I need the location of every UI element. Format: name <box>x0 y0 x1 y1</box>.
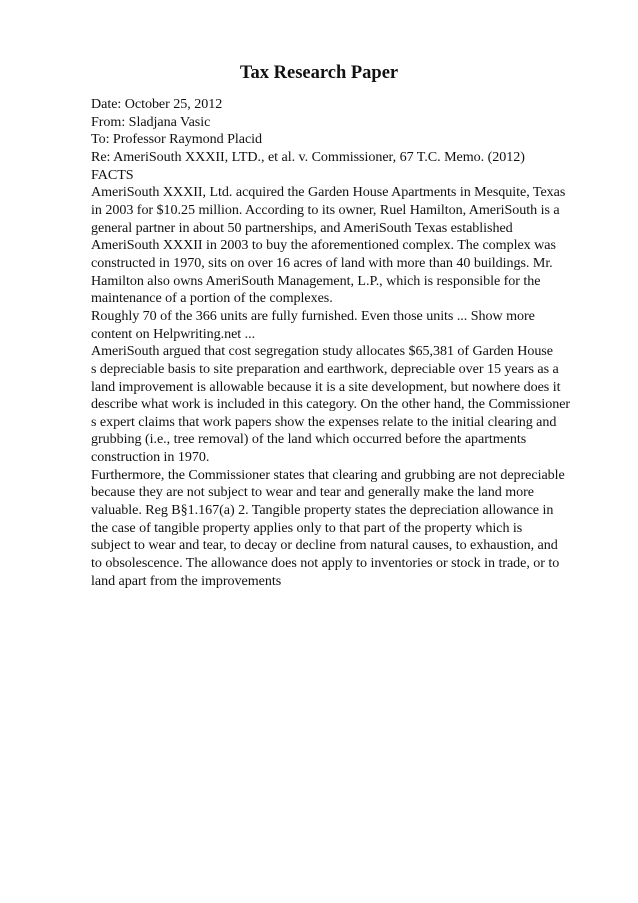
body-line: Furthermore, the Commissioner states that clearing and grubbing are not depreciable <box>91 466 565 483</box>
body-line: Hamilton also owns AmeriSouth Management, L.P., which is responsible for the <box>91 272 541 289</box>
memo-to-line: To: Professor Raymond Placid <box>91 131 263 148</box>
body-line: construction in 1970. <box>91 449 210 466</box>
body-line: s depreciable basis to site preparation and earthwork, depreciable over 15 years as a <box>91 360 559 377</box>
body-line: the case of tangible property applies only to that part of the property which is <box>91 519 523 536</box>
document-title: Tax Research Paper <box>239 63 399 83</box>
body-line: grubbing (i.e., tree removal) of the land which occurred before the apartments <box>91 431 527 448</box>
memo-from-line: From: Sladjana Vasic <box>91 113 211 130</box>
memo-date-line: Date: October 25, 2012 <box>91 96 223 112</box>
body-line: valuable. Reg B§1.167(a) 2. Tangible property states the depreciation allowance in <box>91 502 554 519</box>
body-line: AmeriSouth argued that cost segregation study allocates $65,381 of Garden House <box>91 343 553 360</box>
body-line: constructed in 1970, sits on over 16 acres of land with more than 40 buildings. Mr. <box>91 254 553 271</box>
body-line: maintenance of a portion of the complexes. <box>91 290 333 307</box>
body-line: land apart from the improvements <box>91 572 282 589</box>
body-line: land improvement is allowable because it is a site development, but nowhere does it <box>91 378 561 395</box>
body-line: AmeriSouth XXXII in 2003 to buy the aforementioned complex. The complex was <box>91 237 556 254</box>
body-line: describe what work is included in this category. On the other hand, the Commissioner <box>91 396 571 413</box>
body-line: s expert claims that work papers show the expenses relate to the initial clearing and <box>91 413 557 430</box>
memo-re-line: Re: AmeriSouth XXXII, LTD., et al. v. Commissioner, 67 T.C. Memo. (2012) <box>91 148 525 165</box>
body-line: to obsolescence. The allowance does not apply to inventories or stock in trade, or to <box>91 555 560 572</box>
body-line: general partner in about 50 partnerships, and AmeriSouth Texas established <box>91 219 513 236</box>
body-line: subject to wear and tear, to decay or decline from natural causes, to exhaustion, and <box>91 537 558 554</box>
body-line: in 2003 for $10.25 million. According to its owner, Ruel Hamilton, AmeriSouth is a <box>91 201 560 218</box>
body-line: AmeriSouth XXXII, Ltd. acquired the Garden House Apartments in Mesquite, Texas <box>91 184 566 201</box>
body-line: content on Helpwriting.net ... <box>91 325 256 342</box>
document-body <box>91 96 631 590</box>
section-heading-facts: FACTS <box>91 166 134 183</box>
body-line: Roughly 70 of the 366 units are fully furnished. Even those units ... Show more <box>91 307 535 324</box>
body-line: because they are not subject to wear and tear and generally make the land more <box>91 484 534 501</box>
